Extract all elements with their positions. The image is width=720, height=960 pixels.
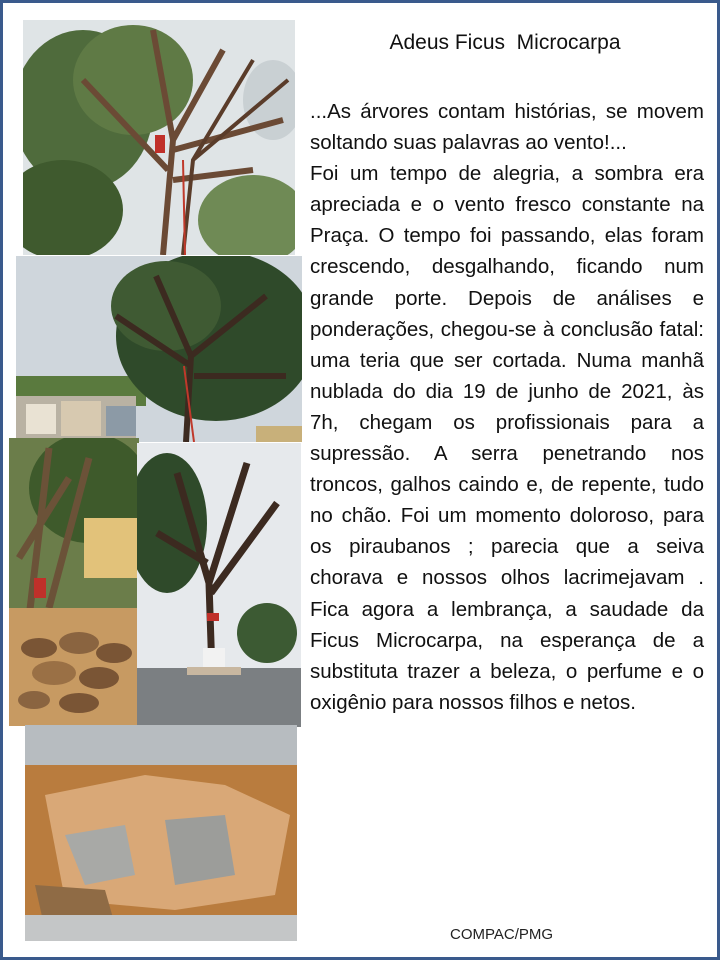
intro-paragraph: ...As árvores contam histórias, se movem soltando suas palavras ao vento!...	[310, 100, 704, 155]
photo-tree-canopy-worker	[23, 20, 295, 255]
photo-stump	[25, 725, 297, 941]
footer-credit: COMPAC/PMG	[450, 926, 554, 943]
photo-cut-logs	[9, 438, 139, 726]
photo-bare-trunk	[137, 443, 301, 727]
main-paragraph: Foi um tempo de alegria, a sombra era apreciada e o vento fresco constante na Praça. O tempo foi passando, elas foram crescendo, desgalhando, ficando num grande porte. Depois de análises e ponderações, chegou-se à conclusão fatal: uma teria que ser cortada. Numa manhã nublada do dia 19 de junho de 2021, às 7h, chegam os profissionais para a supressão. A serra penetrando nos troncos, galhos caindo e, de repente, tudo no chão. Foi um momento doloroso, para os piraubanos ; parecia que a seiva chorava e nossos olhos lacrimejavam . Fica agora a lembrança, a saudade da Ficus Microcarpa, na esperança de a substituta trazer a beleza, o perfume e o oxigênio para nossos filhos e netos.	[310, 162, 704, 714]
body-text	[310, 96, 704, 718]
photo-tree-plaza-town	[16, 256, 302, 442]
document-title: Adeus Ficus Microcarpa	[389, 31, 621, 54]
